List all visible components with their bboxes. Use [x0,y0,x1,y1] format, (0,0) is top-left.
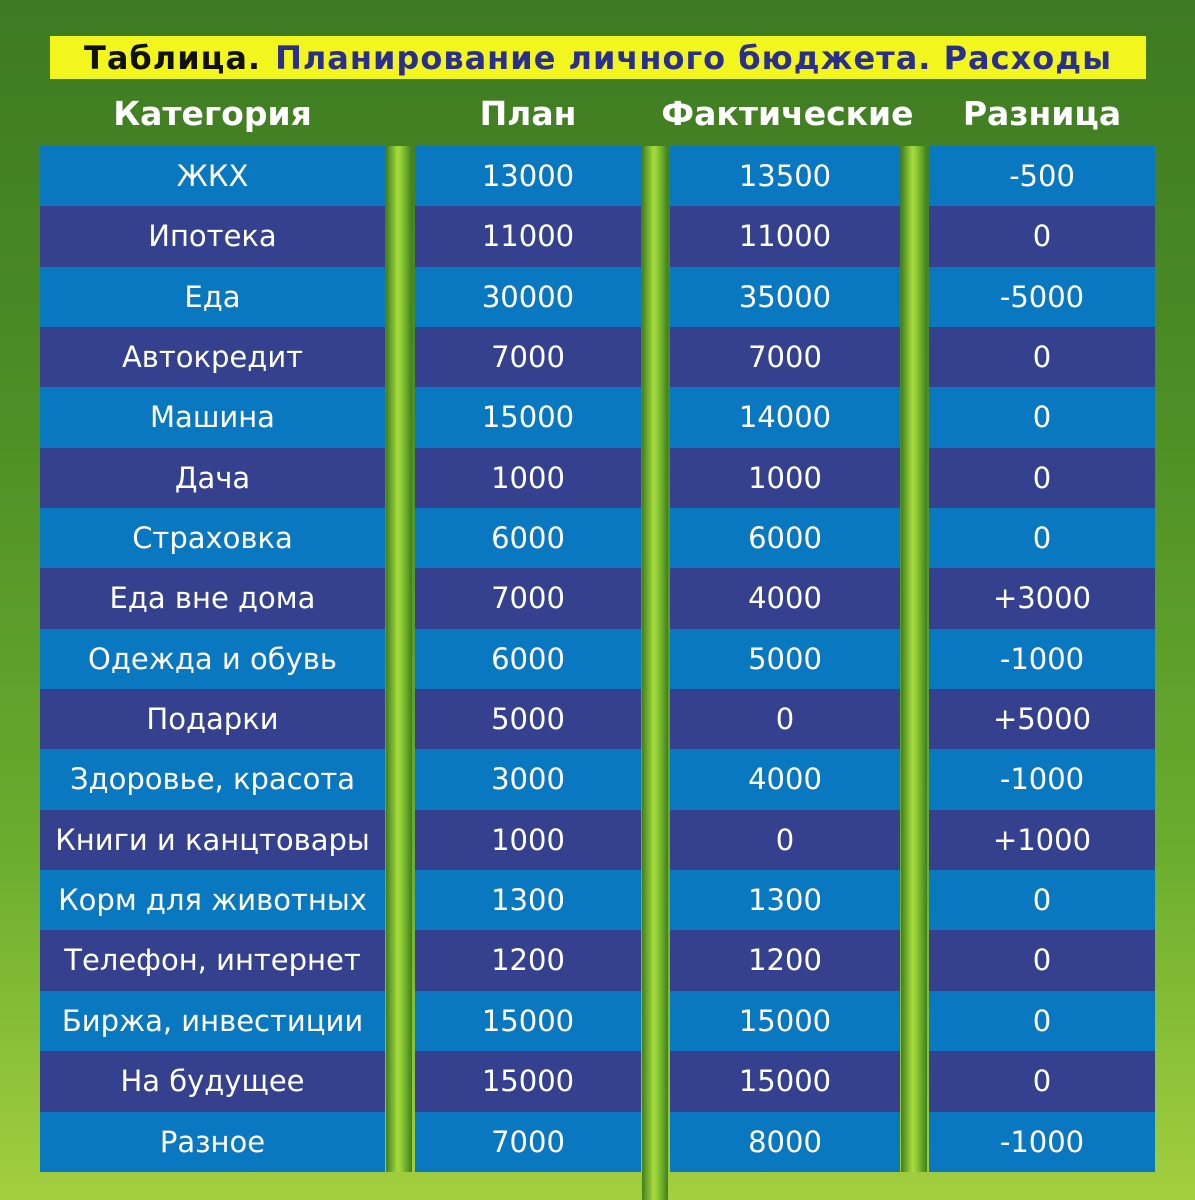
plan-cell: 7000 [415,1112,641,1172]
category-cell: Подарки [40,689,385,749]
plan-cell: 30000 [415,267,641,327]
plan-cell: 15000 [415,1051,641,1111]
actual-cell: 6000 [670,508,900,568]
actual-cell: 5000 [670,629,900,689]
diff-cell: +3000 [929,568,1155,628]
actual-cell: 14000 [670,387,900,447]
column-divider [386,146,412,1172]
category-cell: Дача [40,448,385,508]
diff-cell: 0 [929,991,1155,1051]
actual-column [670,146,900,1172]
diff-cell: 0 [929,870,1155,930]
plan-cell: 13000 [415,146,641,206]
category-cell: Телефон, интернет [40,930,385,990]
plan-cell: 7000 [415,327,641,387]
actual-cell: 4000 [670,749,900,809]
category-cell: Корм для животных [40,870,385,930]
diff-cell: -1000 [929,629,1155,689]
category-cell: Еда вне дома [40,568,385,628]
category-cell: Биржа, инвестиции [40,991,385,1051]
diff-cell: -1000 [929,749,1155,809]
diff-cell: 0 [929,387,1155,447]
plan-cell: 1000 [415,810,641,870]
actual-cell: 0 [670,689,900,749]
category-cell: Ипотека [40,206,385,266]
plan-cell: 1000 [415,448,641,508]
category-cell: Автокредит [40,327,385,387]
category-cell: Книги и канцтовары [40,810,385,870]
diff-cell: 0 [929,448,1155,508]
diff-cell: +1000 [929,810,1155,870]
title-main: Планирование личного бюджета. Расходы [275,38,1112,77]
actual-cell: 4000 [670,568,900,628]
plan-cell: 1300 [415,870,641,930]
title-lead: Таблица. [83,38,262,77]
actual-cell: 11000 [670,206,900,266]
actual-cell: 35000 [670,267,900,327]
header-plan: План [479,94,577,133]
actual-cell: 1000 [670,448,900,508]
plan-cell: 7000 [415,568,641,628]
actual-cell: 7000 [670,327,900,387]
diff-column [929,146,1155,1172]
diff-cell: -5000 [929,267,1155,327]
category-column [40,146,385,1172]
diff-cell: -1000 [929,1112,1155,1172]
header-actual: Фактические [661,94,914,133]
header-category: Категория [113,94,312,133]
plan-cell: 3000 [415,749,641,809]
table-title [50,36,1146,79]
plan-cell: 11000 [415,206,641,266]
category-cell: Машина [40,387,385,447]
plan-cell: 6000 [415,629,641,689]
category-cell: ЖКХ [40,146,385,206]
diff-cell: +5000 [929,689,1155,749]
diff-cell: 0 [929,1051,1155,1111]
category-cell: Здоровье, красота [40,749,385,809]
plan-cell: 15000 [415,387,641,447]
diff-cell: 0 [929,508,1155,568]
actual-cell: 15000 [670,1051,900,1111]
diff-cell: 0 [929,327,1155,387]
plan-cell: 5000 [415,689,641,749]
actual-cell: 1200 [670,930,900,990]
category-cell: Страховка [40,508,385,568]
column-divider [901,146,927,1172]
plan-column [415,146,641,1172]
diff-cell: -500 [929,146,1155,206]
plan-cell: 1200 [415,930,641,990]
diff-cell: 0 [929,930,1155,990]
actual-cell: 15000 [670,991,900,1051]
category-cell: На будущее [40,1051,385,1111]
category-cell: Одежда и обувь [40,629,385,689]
column-divider [642,146,668,1200]
actual-cell: 0 [670,810,900,870]
header-diff: Разница [962,94,1122,133]
actual-cell: 8000 [670,1112,900,1172]
plan-cell: 6000 [415,508,641,568]
plan-cell: 15000 [415,991,641,1051]
diff-cell: 0 [929,206,1155,266]
category-cell: Еда [40,267,385,327]
actual-cell: 1300 [670,870,900,930]
category-cell: Разное [40,1112,385,1172]
actual-cell: 13500 [670,146,900,206]
